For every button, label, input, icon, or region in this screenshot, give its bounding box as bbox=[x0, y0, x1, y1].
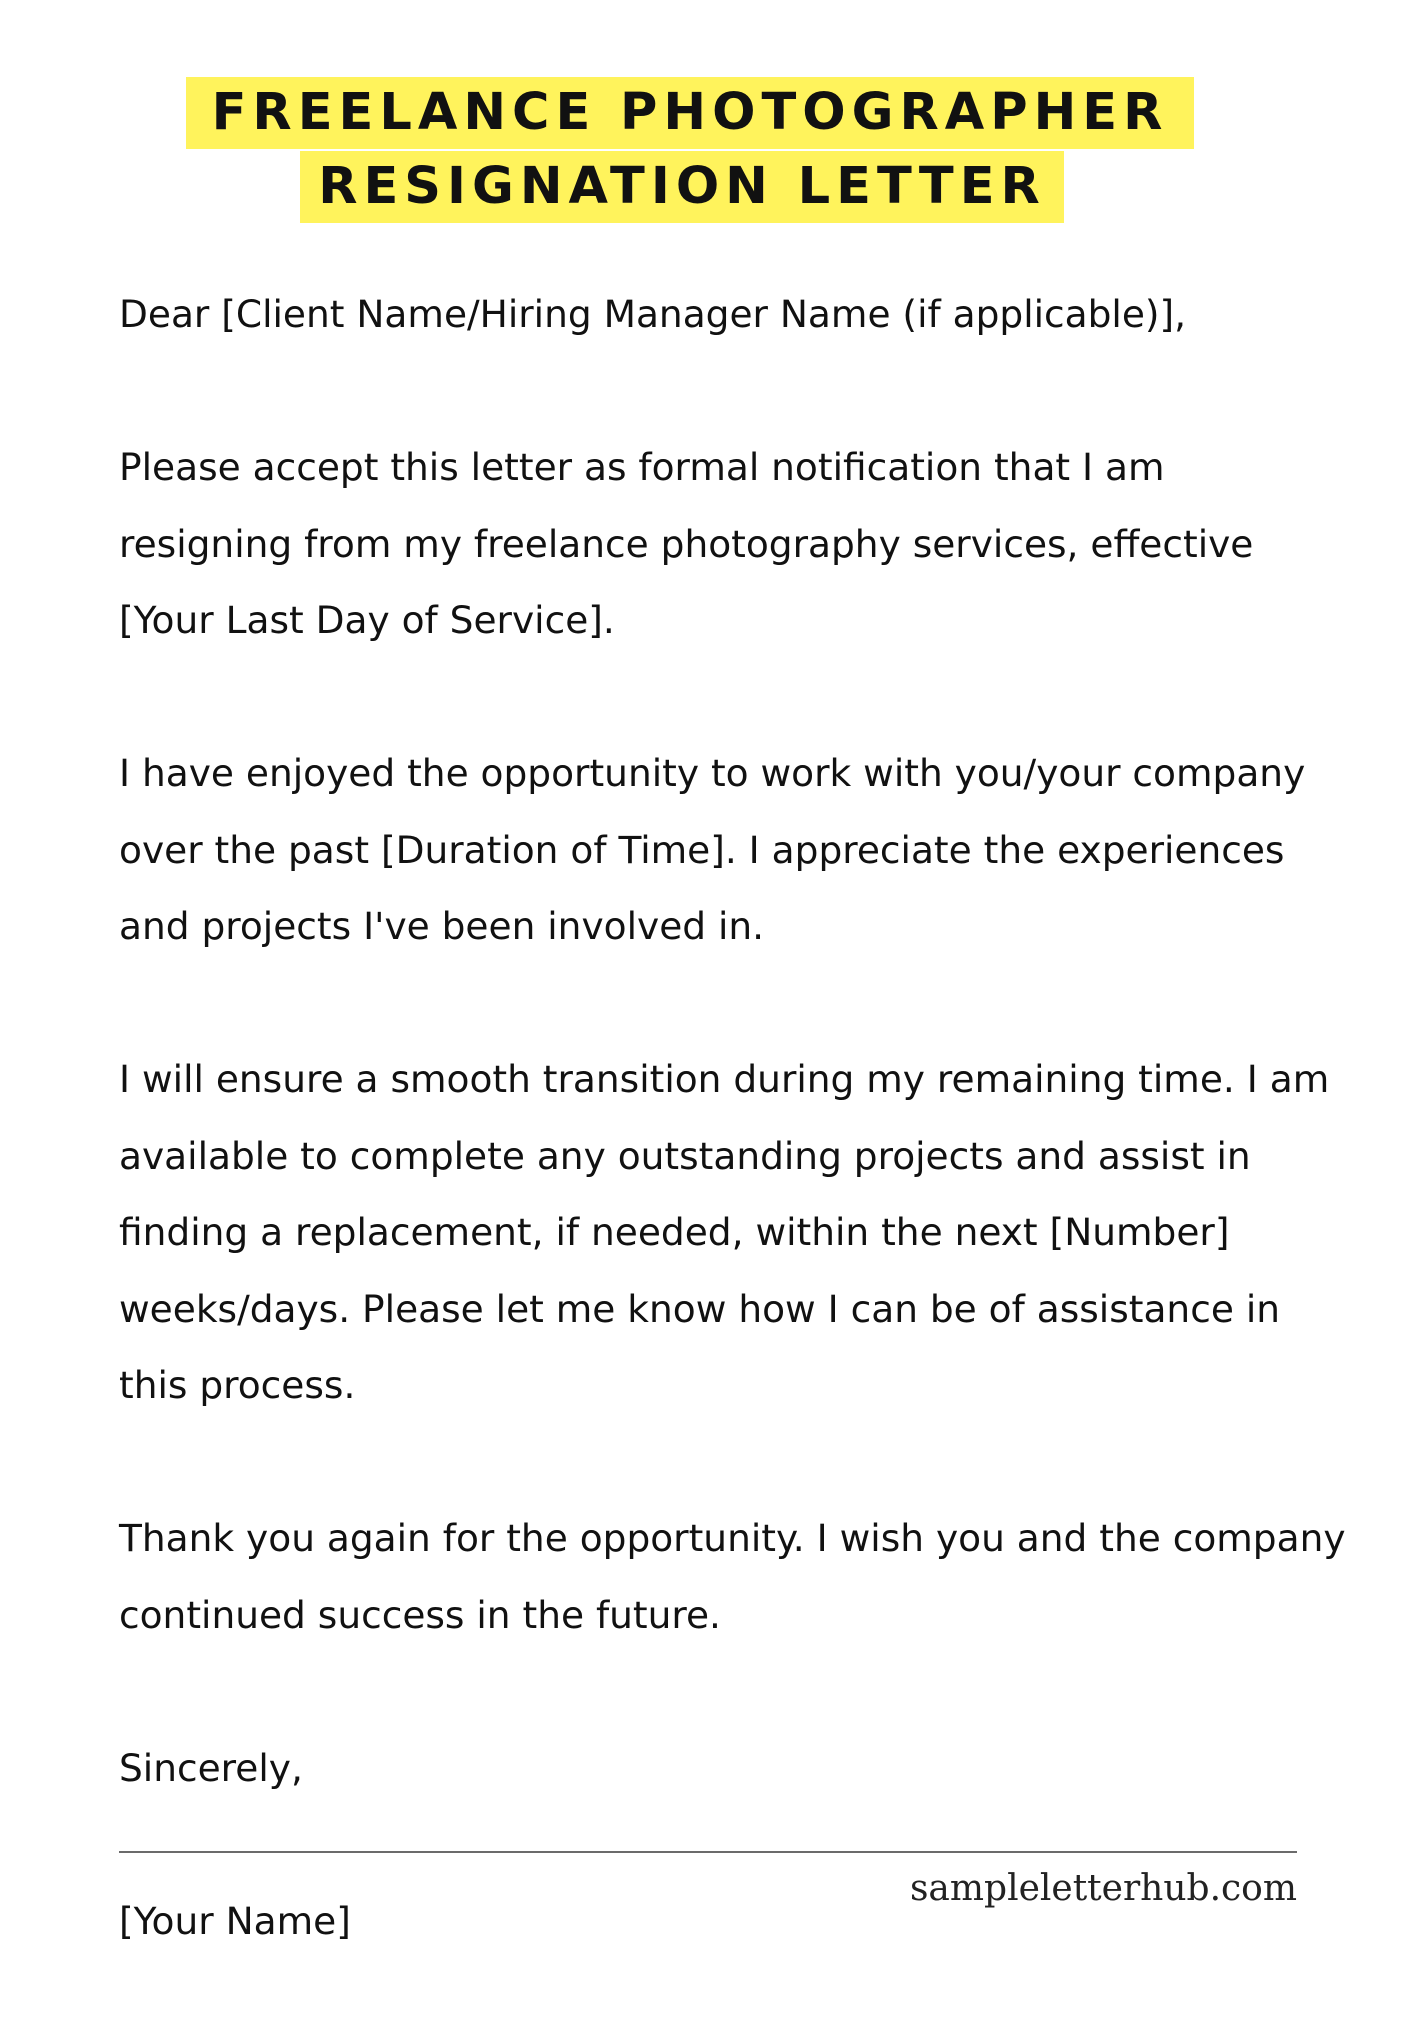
paragraph-4: Thank you again for the opportunity. I wish you and the company continued success in the future. bbox=[119, 1516, 1346, 1637]
title-line-2: RESIGNATION LETTER bbox=[300, 151, 1064, 223]
website-footer: sampleletterhub.com bbox=[909, 1868, 1297, 1909]
signature: [Your Name] bbox=[119, 1898, 351, 1943]
signature-line bbox=[119, 1851, 1297, 1853]
closing: Sincerely, bbox=[119, 1745, 303, 1790]
salutation: Dear [Client Name/Hiring Manager Name (if applicable)], bbox=[119, 292, 1187, 336]
letter-body bbox=[119, 276, 1349, 2036]
title-line-1: FREELANCE PHOTOGRAPHER bbox=[186, 77, 1194, 149]
paragraph-3: I will ensure a smooth transition during my remaining time. I am available to complete any outstanding projects and assist in finding a replacement, if needed, within the next [Number] weeks/days. Please let me know how I can be of assistance in this process. bbox=[119, 1057, 1330, 1407]
paragraph-2: I have enjoyed the opportunity to work with you/your company over the past [Duration of Time]. I appreciate the experiences and projects I've been involved in. bbox=[119, 751, 1306, 948]
paragraph-1: Please accept this letter as formal notification that I am resigning from my freelance photography services, effective [Your Last Day of Service]. bbox=[119, 445, 1254, 642]
